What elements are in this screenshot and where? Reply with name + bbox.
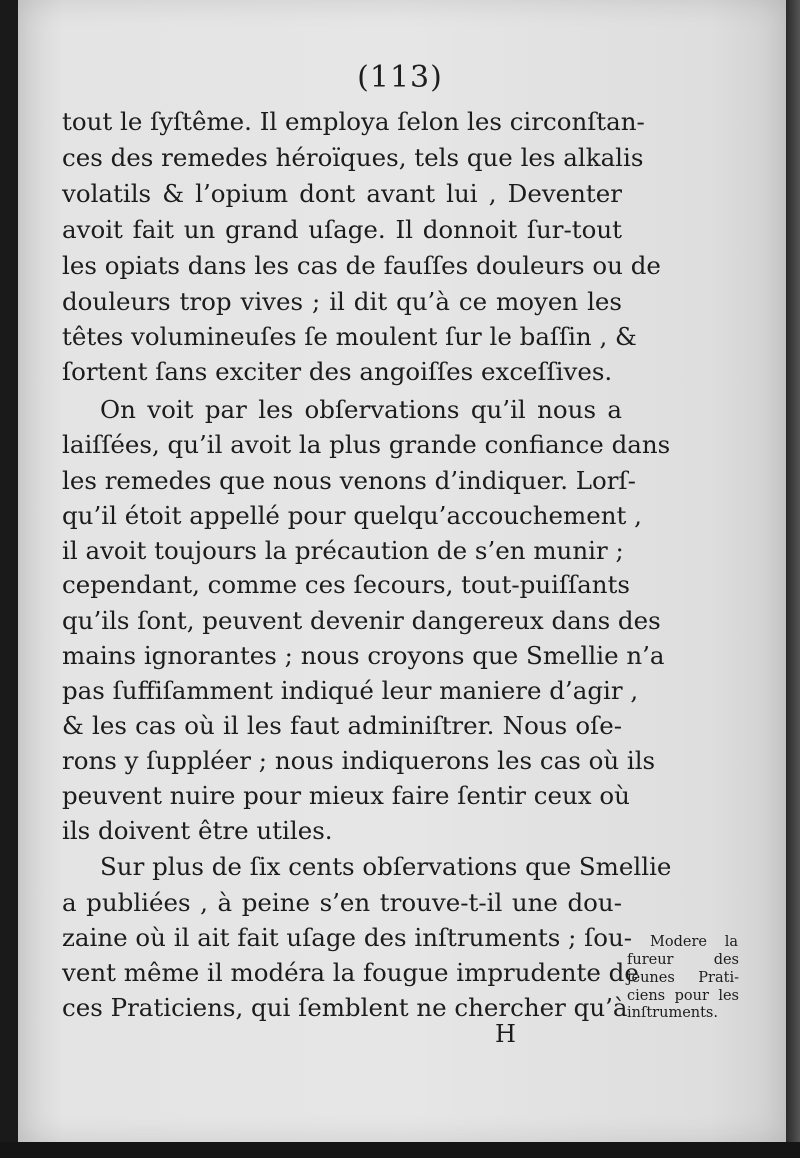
text-line: il avoit toujours la précaution de s’en munir ; [62,536,624,565]
text-line: ces des remedes héroïques, tels que les alkalis [62,143,644,172]
text-line: volatils & l’opium dont avant lui , Deventer [62,179,622,208]
text-line: avoit fait un grand uſage. Il donnoit ſur-tout [62,215,622,244]
margin-note-line: Modere la [650,934,738,950]
text-line: ces Praticiens, qui ſemblent ne chercher qu’à [62,993,628,1022]
margin-note-line: inſtruments. [627,1005,718,1021]
text-line: les remedes que nous venons d’indiquer. Lorſ- [62,466,636,495]
text-line: Sur plus de ſix cents obſervations que Smellie [100,852,672,881]
text-line: pas ſuffiſamment indiqué leur maniere d’agir , [62,676,639,705]
text-line: qu’ils ſont, peuvent devenir dangereux dans des [62,606,661,635]
page-edge-shadow [786,0,800,1158]
text-line: vent même il modéra la fougue imprudente de [62,958,639,987]
page-bottom-edge [0,1142,800,1158]
signature-mark: H [495,1020,516,1048]
margin-note-line: fureur des [627,952,739,968]
text-line: ils doivent être utiles. [62,816,333,845]
text-line: têtes volumineuſes ſe moulent ſur le baſſin , & [62,322,637,351]
text-line: a publiées , à peine s’en trouve-t-il une dou- [62,888,622,917]
text-line: On voit par les obſervations qu’il nous a [100,395,622,424]
text-line: laiſſées, qu’il avoit la plus grande confiance dans [62,430,671,459]
text-line: ſortent ſans exciter des angoiſſes exceſſives. [62,357,613,386]
text-line: peuvent nuire pour mieux faire ſentir ceux où [62,781,630,810]
text-line: les opiats dans les cas de fauſſes douleurs ou de [62,251,661,280]
margin-note-line: ciens pour les [627,988,739,1004]
text-line: & les cas où il les faut adminiſtrer. Nous oſe- [62,711,622,740]
text-line: qu’il étoit appellé pour quelqu’accouchement , [62,501,642,530]
text-line: rons y ſuppléer ; nous indiquerons les cas où ils [62,746,656,775]
text-line: cependant, comme ces ſecours, tout-puiſſants [62,570,630,599]
text-line: tout le ſyſtême. Il employa ſelon les circonſtan- [62,107,645,136]
page-number: (113) [357,60,443,95]
margin-note-line: jeunes Prati- [627,970,739,986]
text-line: mains ignorantes ; nous croyons que Smellie n’a [62,641,665,670]
text-line: zaine où il ait fait uſage des inſtruments ; ſou- [62,923,633,952]
text-line: douleurs trop vives ; il dit qu’à ce moyen les [62,287,622,316]
